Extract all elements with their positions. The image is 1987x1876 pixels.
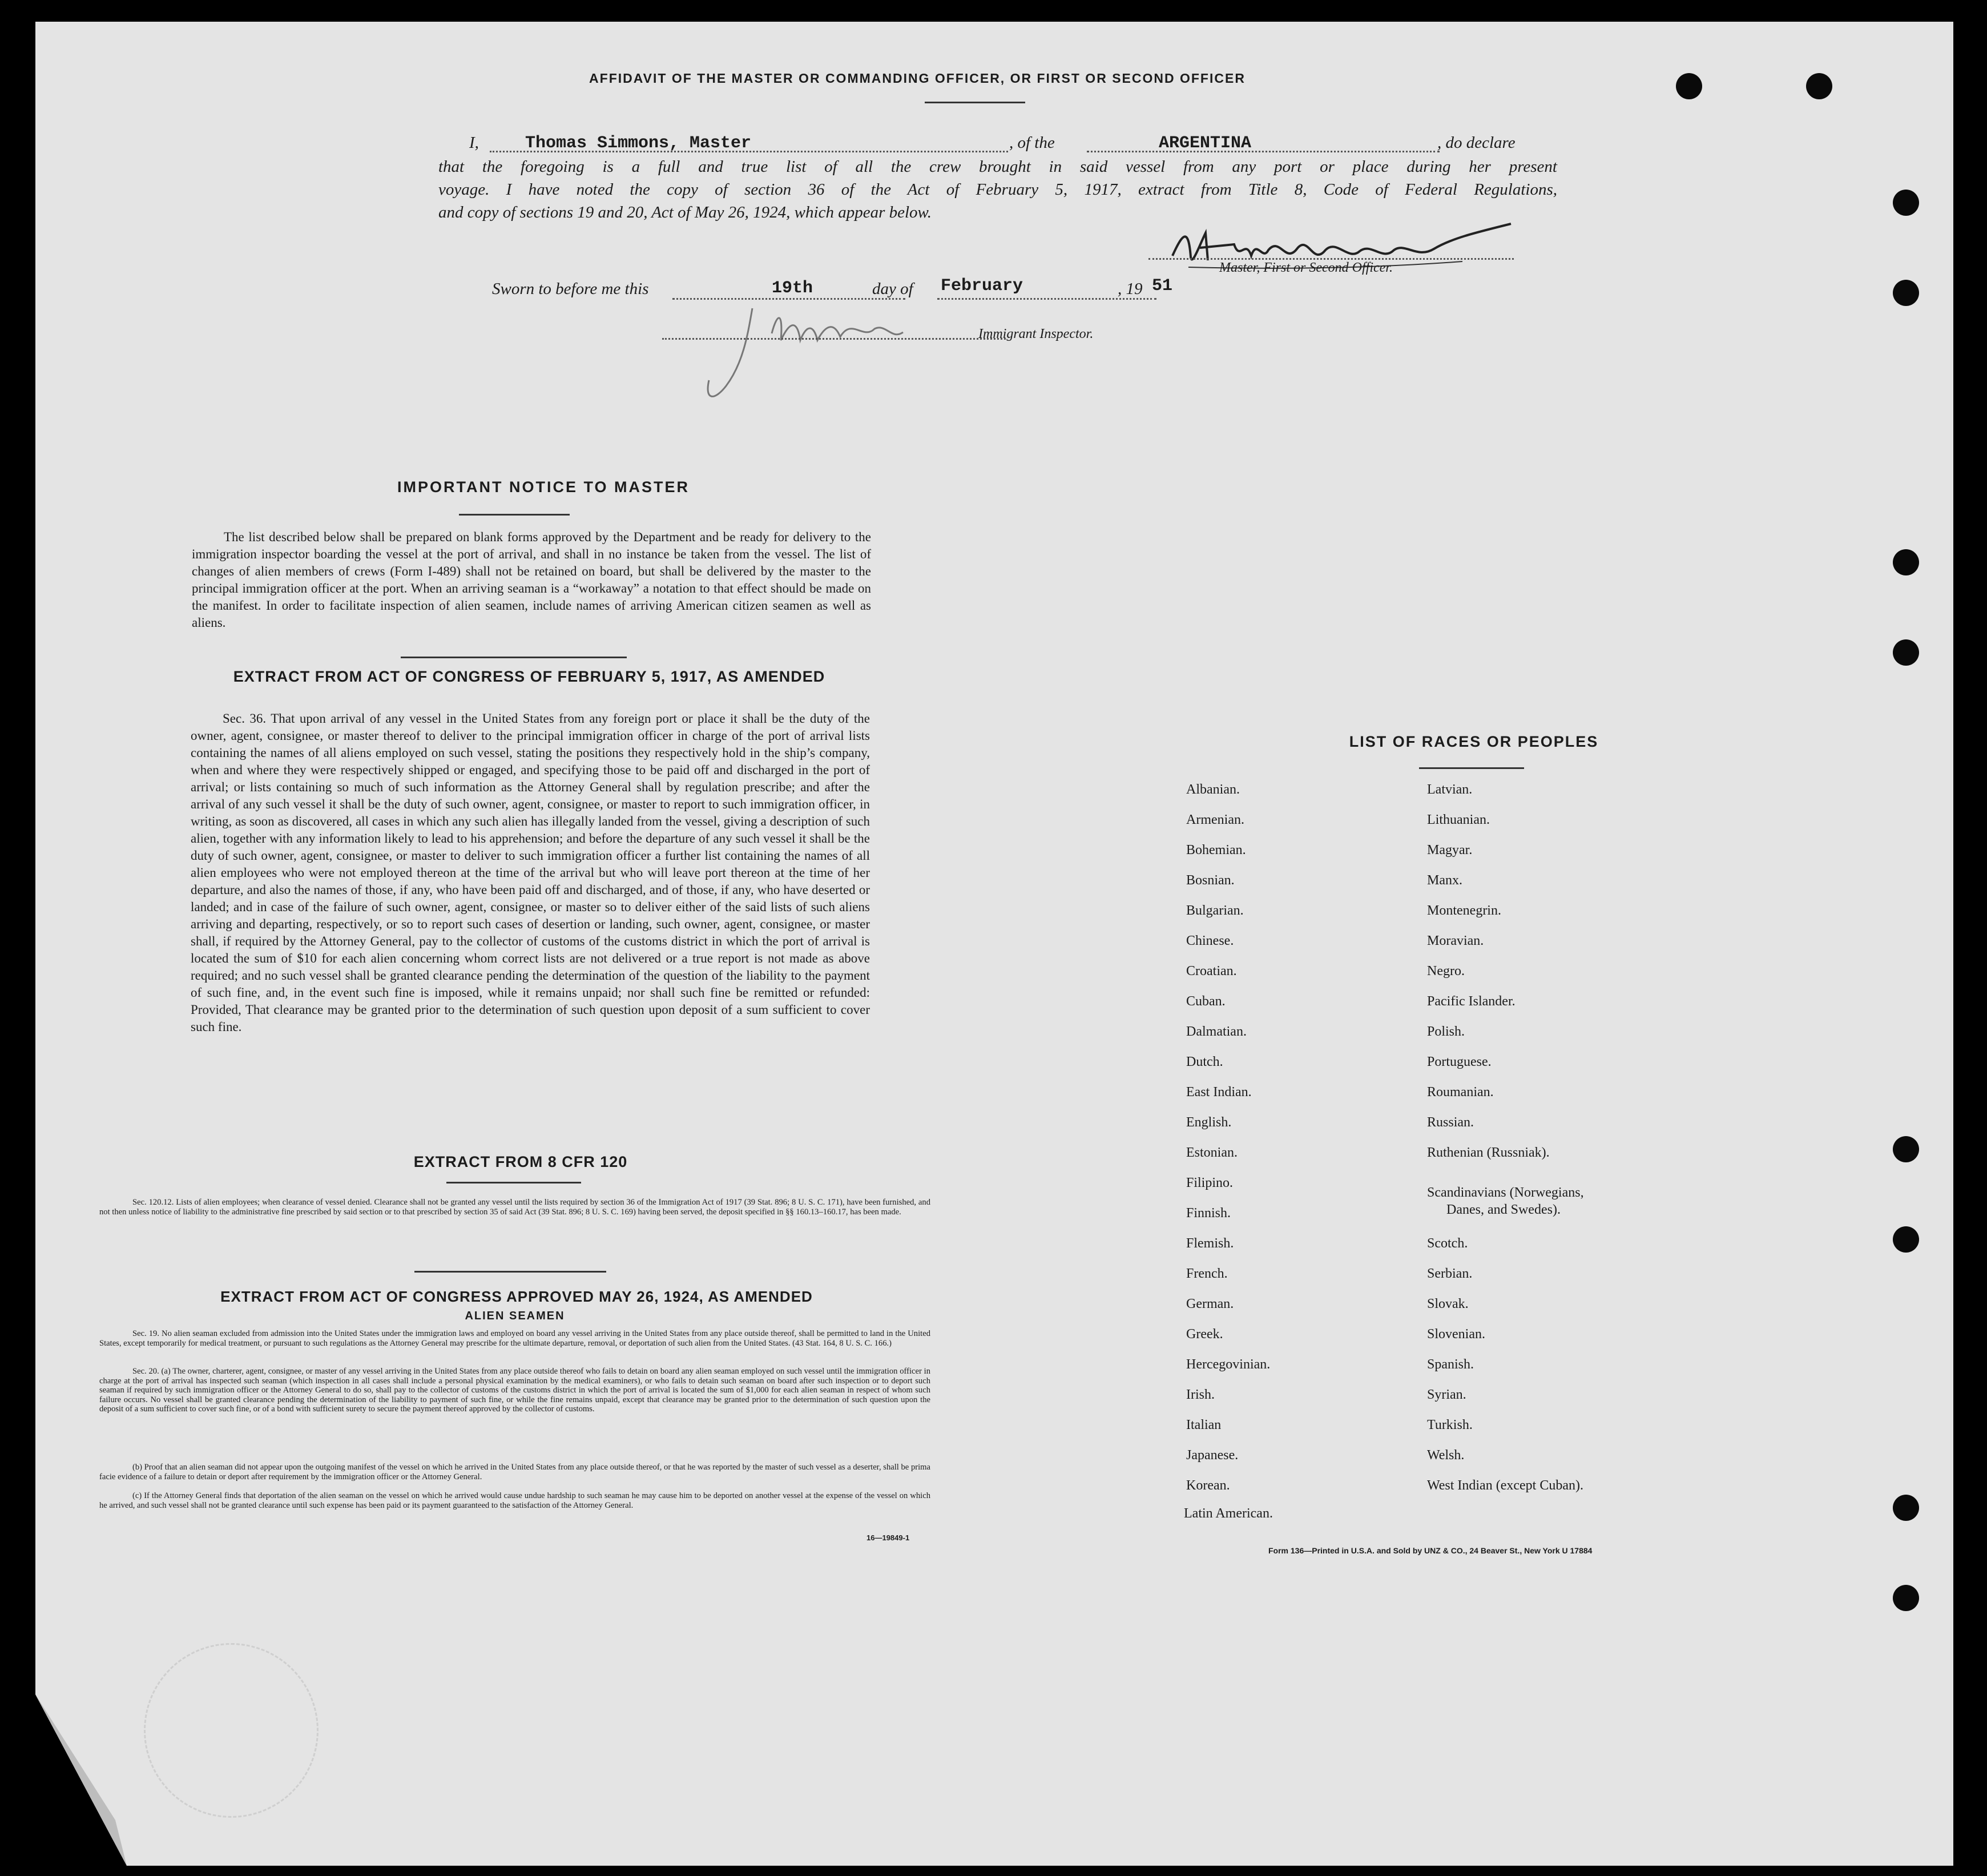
notice-title-rule <box>459 514 570 516</box>
extract-8cfr-title-rule <box>446 1182 581 1183</box>
punch-hole <box>1893 1585 1919 1611</box>
race-item: Croatian. <box>1186 964 1237 979</box>
punch-hole <box>1893 549 1919 575</box>
race-item: English. <box>1186 1115 1232 1130</box>
folded-corner <box>35 1694 138 1866</box>
race-item: Ruthenian (Russniak). <box>1427 1145 1550 1160</box>
race-item: Welsh. <box>1427 1448 1465 1463</box>
race-item: Korean. <box>1186 1478 1230 1493</box>
punch-hole <box>1893 1226 1919 1253</box>
race-item: Slovak. <box>1427 1297 1469 1311</box>
race-item: Bosnian. <box>1186 873 1235 888</box>
vessel-name: ARGENTINA <box>1159 134 1252 153</box>
notice-title: IMPORTANT NOTICE TO MASTER <box>397 478 690 496</box>
declaration-i: I, <box>469 134 479 152</box>
race-item: Slovenian. <box>1427 1327 1485 1342</box>
race-item: Italian <box>1186 1418 1222 1432</box>
race-item: Montenegrin. <box>1427 903 1501 918</box>
race-item: Hercegovinian. <box>1186 1357 1271 1372</box>
race-item: German. <box>1186 1297 1234 1311</box>
do-declare-label: , do declare <box>1437 134 1516 152</box>
race-item: Armenian. <box>1186 812 1244 827</box>
race-item: Turkish. <box>1427 1418 1473 1432</box>
race-item: Lithuanian. <box>1427 812 1490 827</box>
embossed-seal <box>144 1643 319 1818</box>
master-caption: Master, First or Second Officer. <box>1219 260 1393 275</box>
punch-hole <box>1893 190 1919 216</box>
sworn-day: 19th <box>772 279 813 298</box>
form-code: 16—19849-1 <box>866 1533 910 1542</box>
race-item: Latvian. <box>1427 782 1473 797</box>
race-item: Estonian. <box>1186 1145 1238 1160</box>
punch-hole <box>1676 73 1702 99</box>
race-item: Roumanian. <box>1427 1085 1494 1100</box>
races-title: LIST OF RACES OR PEOPLES <box>1349 733 1599 750</box>
affidavit-title: AFFIDAVIT OF THE MASTER OR COMMANDING OFFICER, OR FIRST OR SECOND OFFICER <box>589 71 1246 86</box>
races-title-rule <box>1419 767 1524 769</box>
extract-1924-sec19: Sec. 19. No alien seaman excluded from admission into the United States under the immigration laws and employed on board any vessel arriving in the United States from any place outside thereof, shall be permitted to land in the United States, except temporarily for medical treatment, or pursuant to such regulations as the Attorney General may prescribe for the ultimate departure, removal, or deportation of such alien from the United States. (43 Stat. 164, 8 U. S. C. 166.) <box>99 1329 930 1348</box>
race-item: Irish. <box>1186 1387 1215 1402</box>
day-of-label: day of <box>872 280 913 298</box>
section-divider <box>401 657 627 658</box>
extract-8cfr-title: EXTRACT FROM 8 CFR 120 <box>413 1153 628 1170</box>
declaration-line-3: voyage. I have noted the copy of section 36 of the Act of February 5, 1917, extract from Title 8, Code of Federal Regulations, <box>438 180 1557 199</box>
extract-1924-sec20c: (c) If the Attorney General finds that deportation of the alien seaman on the vessel on which he arrived would cause undue hardship to such seaman he may cause him to be deported on another vessel at the expense of the vessel on which he arrived, and such vessel shall not be granted clearance until such expense has been paid or its payment guaranteed to the satisfaction of the Attorney General. <box>99 1491 930 1510</box>
race-item: Manx. <box>1427 873 1462 888</box>
race-item: Danes, and Swedes). <box>1446 1202 1561 1217</box>
inspector-signature-line <box>662 338 1006 340</box>
race-item: Magyar. <box>1427 843 1473 858</box>
punch-hole <box>1893 639 1919 666</box>
extract-1924-subtitle: ALIEN SEAMEN <box>465 1310 565 1322</box>
race-item: Polish. <box>1427 1024 1465 1039</box>
race-item: Syrian. <box>1427 1387 1466 1402</box>
punch-hole <box>1893 280 1919 306</box>
race-item: Bulgarian. <box>1186 903 1244 918</box>
race-item: Portuguese. <box>1427 1054 1492 1069</box>
race-item: Spanish. <box>1427 1357 1474 1372</box>
race-item: Albanian. <box>1186 782 1240 797</box>
inspector-signature <box>675 300 994 409</box>
master-name: Thomas Simmons, Master <box>525 134 752 153</box>
master-signature-line <box>1148 258 1514 260</box>
sworn-year: 51 <box>1152 276 1173 296</box>
printer-imprint: Form 136—Printed in U.S.A. and Sold by UNZ & CO., 24 Beaver St., New York U 17884 <box>1268 1546 1593 1555</box>
race-item: Cuban. <box>1186 994 1226 1009</box>
race-item: Greek. <box>1186 1327 1223 1342</box>
race-item: French. <box>1186 1266 1228 1281</box>
affidavit-title-rule <box>925 102 1025 103</box>
sworn-month: February <box>941 276 1023 296</box>
inspector-caption: Immigrant Inspector. <box>978 327 1094 341</box>
race-item: Russian. <box>1427 1115 1474 1130</box>
vessel-name-line <box>1087 151 1440 152</box>
extract-8cfr-body: Sec. 120.12. Lists of alien employees; when clearance of vessel denied. Clearance shall not be granted any vessel until the lists required by section 36 of the Immigration Act of 1917 (39 Stat. 896; 8 U. S. C. 171), have been furnished, and not then unless notice of liability to the administrative fine prescribed by said section or to that prescribed by section 35 of said Act (39 Stat. 896; 8 U. S. C. 169) having been served, the deposit specified in §§ 160.13–160.17, has been made. <box>99 1198 930 1217</box>
of-the-label: , of the <box>1009 134 1055 152</box>
race-item: East Indian. <box>1186 1085 1252 1100</box>
extract-1917-title: EXTRACT FROM ACT OF CONGRESS OF FEBRUARY 5, 1917, AS AMENDED <box>233 668 825 685</box>
race-item: Filipino. <box>1186 1175 1234 1190</box>
race-item: Flemish. <box>1186 1236 1234 1251</box>
year-prefix: , 19 <box>1118 280 1143 298</box>
race-item: Bohemian. <box>1186 843 1246 858</box>
race-item: Japanese. <box>1186 1448 1239 1463</box>
extract-1924-title: EXTRACT FROM ACT OF CONGRESS APPROVED MAY 26, 1924, AS AMENDED <box>220 1288 813 1305</box>
punch-hole <box>1806 73 1832 99</box>
race-item: Dutch. <box>1186 1054 1223 1069</box>
race-item: Pacific Islander. <box>1427 994 1516 1009</box>
punch-hole <box>1893 1136 1919 1162</box>
extract-1917-body: Sec. 36. That upon arrival of any vessel in the United States from any foreign port or place it shall be the duty of the owner, agent, consignee, or master thereof to deliver to the principal immigration officer in charge of the port of arrival lists containing the names of all aliens employed on such vessel, stating the positions they respectively hold in the ship’s company, when and where they were respectively shipped or engaged, and specifying those to be paid off and discharged in the port of arrival; or lists containing so much of such information as the Attorney General shall by regulation prescribe; and after the arrival of any such vessel it shall be the duty of such owner, agent, consignee, or master to report to such immigration officer, in writing, as soon as discovered, all cases in which any such alien has illegally landed from the vessel, giving a description of such alien, together with any information likely to lead to his apprehension; and before the departure of any such vessel it shall be the duty of such owner, agent, consignee, or master to deliver to such immigration officer a further list containing the names of all alien employees who were not employed thereon at the time of the arrival but who will leave port thereon at the time of her departure, and also the names of those, if any, who have been paid off and discharged, and of those, if any, who have deserted or landed; and in case of the failure of such owner, agent, consignee, or master so to deliver either of the said lists of such aliens arriving and departing, respectively, or so to report such cases of desertion or landing, such owner, agent, consignee, or master shall, if required by the Attorney General, pay to the collector of customs of the customs district in which the port of arrival is located the sum of $10 for each alien concerning whom correct lists are not delivered or a true report is not made as above required; and no such vessel shall be granted clearance pending the determination of the question of the liability to the payment of such fine, and, in the event such fine is imposed, while it remains unpaid; nor shall such fine be remitted or refunded: Provided, That clearance may be granted prior to the determination of such question upon deposit of a sum sufficient to cover such fine. <box>191 711 870 1034</box>
race-item: Finnish. <box>1186 1206 1231 1221</box>
race-item: Scotch. <box>1427 1236 1468 1251</box>
race-item: Serbian. <box>1427 1266 1473 1281</box>
declaration-line-4: and copy of sections 19 and 20, Act of May 26, 1924, which appear below. <box>438 203 932 222</box>
extract-1924-sec20b: (b) Proof that an alien seaman did not appear upon the outgoing manifest of the vessel on which he arrived in the United States from any place outside thereof, or that he was reported by the master of such vessel as a deserter, shall be prima facie evidence of a failure to detain or deport after requirement by the immigration officer or the Attorney General. <box>99 1463 930 1482</box>
sworn-label: Sworn to before me this <box>492 280 649 298</box>
race-item: Latin American. <box>1184 1506 1273 1521</box>
race-item: Negro. <box>1427 964 1465 979</box>
race-item: Moravian. <box>1427 933 1484 948</box>
race-item: Scandinavians (Norwegians, <box>1427 1185 1584 1200</box>
declaration-line-2: that the foregoing is a full and true list of all the crew brought in said vessel from any port or place during her present <box>438 158 1557 176</box>
race-item: Chinese. <box>1186 933 1234 948</box>
sworn-day-line <box>672 298 905 300</box>
document-page <box>35 22 1953 1866</box>
race-item: Dalmatian. <box>1186 1024 1247 1039</box>
notice-body: The list described below shall be prepared on blank forms approved by the Department and be ready for delivery to the immigration inspector boarding the vessel at the port of arrival, and shall in no instance be taken from the vessel. The list of changes of alien members of crews (Form I-489) shall not be retained on board, but shall be delivered by the master to the principal immigration officer at the port. When an arriving seaman is a “workaway” a notation to that effect should be made on the manifest. In order to facilitate inspection of alien seamen, include names of arriving American citizen seamen as well as aliens. <box>192 530 871 630</box>
race-item: West Indian (except Cuban). <box>1427 1478 1583 1493</box>
section-divider <box>414 1271 606 1273</box>
extract-1924-sec20a: Sec. 20. (a) The owner, charterer, agent, consignee, or master of any vessel arriving in the United States from any place outside thereof who fails to detain on board any alien seaman employed on such vessel until the immigration officer in charge at the port of arrival has inspected such seaman (which inspection in all cases shall include a personal physical examination by the medical examiners), or who fails to detain such seaman on board after such inspection or to deport such seaman if required by such immigration officer or the Attorney General to do so, shall pay to the collector of customs of the customs district in which the port of arrival is located the sum of $1,000 for each alien seaman in respect of whom such failure occurs. No vessel shall be granted clearance pending the determination of the liability to payment of such fine, or while the fine remains unpaid, except that clearance may be granted prior to the determination of such question upon the deposit of a sum sufficient to cover such fine, or of a bond with sufficient surety to secure the payment thereof approved by the collector of customs. <box>99 1367 930 1414</box>
punch-hole <box>1893 1495 1919 1521</box>
